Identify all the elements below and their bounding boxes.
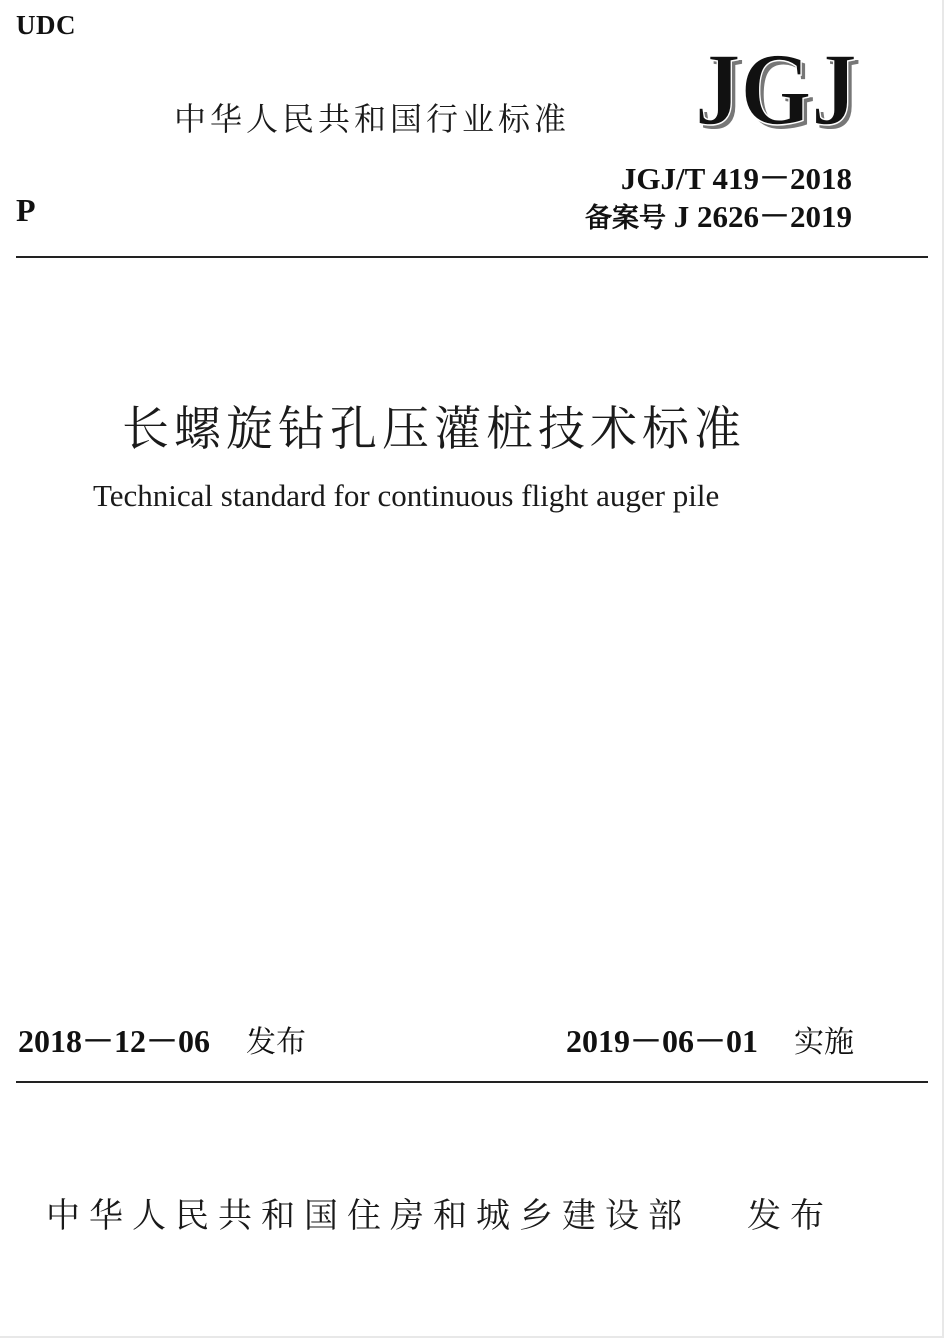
udc-label: UDC — [16, 10, 76, 40]
effective-date: 2019－06－01 — [565, 1023, 758, 1059]
publish-date: 2018－12－06 — [18, 1023, 211, 1059]
jgj-logo — [690, 46, 862, 134]
registration-label: 备案号 — [585, 203, 666, 234]
jgj-logo-text: JGJ — [695, 46, 857, 134]
bottom-divider — [16, 1081, 928, 1083]
publish-date-row — [18, 1016, 306, 1062]
title-english: Technical standard for continuous flight auger pile — [93, 478, 720, 513]
jgj-logo-shadow: JGJ — [699, 46, 861, 134]
effective-date-row — [566, 1016, 854, 1062]
standard-code-block — [585, 160, 852, 238]
standard-number: JGJ/T 419－2018 — [620, 161, 852, 196]
issuing-authority-row — [46, 1188, 833, 1237]
registration-number: J 2626－2019 — [673, 199, 852, 234]
registration-line — [585, 198, 852, 238]
issuer-header: 中华人民共和国行业标准 — [174, 100, 571, 138]
publish-verb: 发布 — [246, 1025, 307, 1060]
issuing-verb: 发布 — [747, 1196, 833, 1236]
title-chinese: 长螺旋钻孔压灌桩技术标准 — [122, 402, 746, 457]
issuing-authority: 中华人民共和国住房和城乡建设部 — [46, 1196, 691, 1236]
effective-verb: 实施 — [794, 1025, 854, 1060]
top-divider — [16, 256, 928, 258]
classification-letter: P — [16, 192, 36, 228]
